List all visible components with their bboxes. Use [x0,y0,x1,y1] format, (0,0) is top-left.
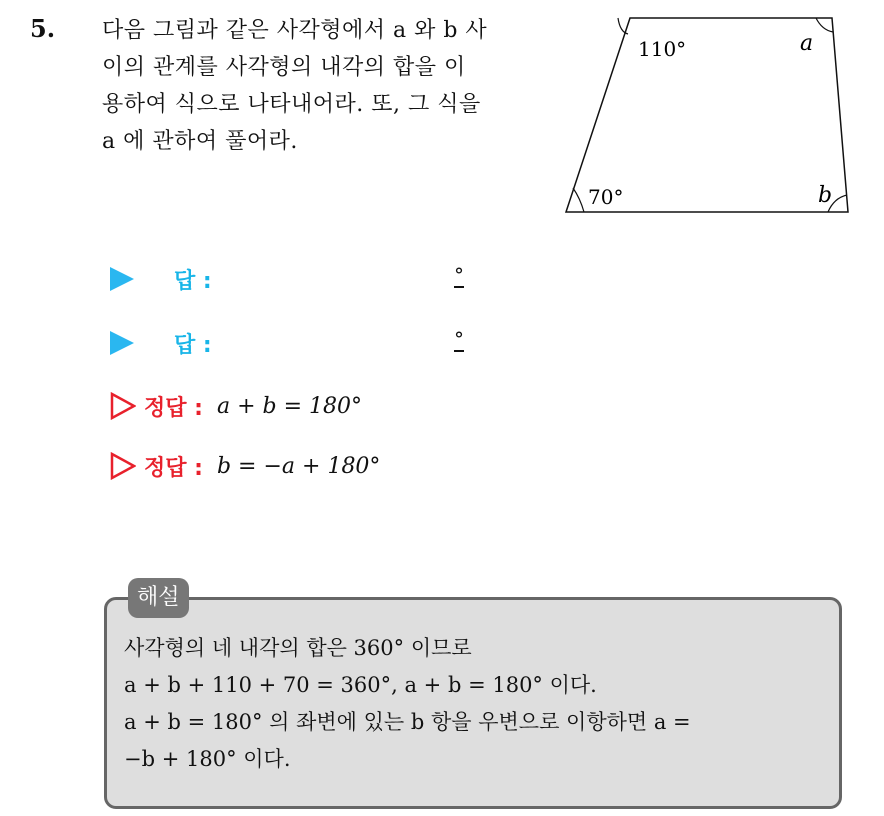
answer-label: 답 : [174,332,212,358]
angle-label-a: a [800,31,814,56]
play-arrow-icon [110,267,134,291]
solution-label: 정답 : [144,455,203,481]
angle-label-110: 110° [638,37,687,61]
angle-label-b: b [818,183,833,208]
question-text [102,12,542,160]
triangle-outline-icon [110,452,136,480]
angle-arc-bottom-left [573,188,584,212]
angle-arc-top-right [816,18,833,32]
question-number: 5. [30,14,56,43]
answer-blank-1[interactable]: ° [454,263,464,287]
angle-label-70: 70° [588,185,624,209]
explanation-line: a + b = 180° 의 좌변에 있는 b 항을 우변으로 이항하면 a = [124,710,691,734]
answer-label: 답 : [174,268,212,294]
solution-label: 정답 : [144,395,203,421]
quadrilateral-figure [560,12,856,218]
angle-arc-top-left [618,18,628,34]
question-line: 이의 관계를 사각형의 내각의 합을 이 [102,55,466,80]
question-line: 다음 그림과 같은 사각형에서 a 와 b 사 [102,18,488,43]
explanation-text [124,630,829,778]
solution-expr: a + b = 180° [216,393,362,419]
explanation-tag: 해설 [128,578,189,618]
solution-row-2 [110,446,380,486]
triangle-outline-icon [110,392,136,420]
play-arrow-icon [110,331,134,355]
solution-row-1 [110,386,362,426]
question-line: a 에 관하여 풀어라. [102,129,298,154]
explanation-line: 사각형의 네 내각의 합은 360° 이므로 [124,636,472,660]
question-line: 용하여 식으로 나타내어라. 또, 그 식을 [102,92,481,117]
solution-expr: b = −a + 180° [216,453,381,479]
answer-row-2 [110,326,212,360]
answer-row-1 [110,262,212,296]
explanation-line: a + b + 110 + 70 = 360°, a + b = 180° 이다. [124,673,597,697]
explanation-line: −b + 180° 이다. [124,747,291,771]
answer-blank-2[interactable]: ° [454,327,464,351]
